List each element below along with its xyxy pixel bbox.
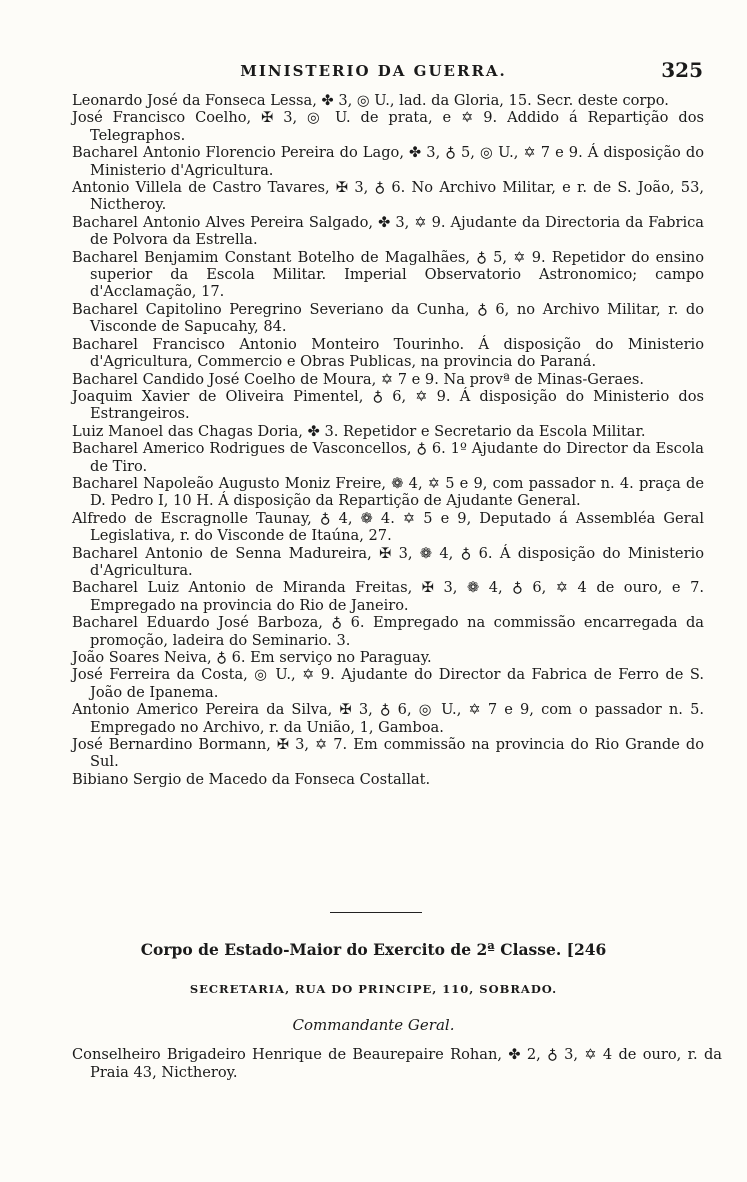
- section-subtitle: SECRETARIA, RUA DO PRINCIPE, 110, SOBRADO.: [189, 982, 558, 996]
- section-subheading: Commandante Geral.: [292, 1016, 455, 1034]
- list-item: José Francisco Coelho, ✠ 3, ◎ U. de prata, e ✡ 9. Addido á Repartição dos Telegraphos.: [72, 109, 704, 144]
- list-item: Bacharel Napoleão Augusto Moniz Freire, ❁ 4, ✡ 5 e 9, com passador n. 4. praça de D. Pedro I, 10 H. Á disposição da Repartição de Ajudante General.: [72, 474, 704, 510]
- list-item: Bacharel Capitolino Peregrino Severiano da Cunha, ♁ 6, no Archivo Militar, r. do Visconde de Sapucahy, 84.: [72, 300, 704, 336]
- list-item: Bacharel Antonio de Senna Madureira, ✠ 3, ❁ 4, ♁ 6. Á disposição do Ministerio d'Agricultura.: [72, 544, 704, 579]
- entry-list: [72, 92, 704, 788]
- list-item: Bacharel Francisco Antonio Monteiro Tourinho. Á disposição do Ministerio d'Agricultura, Commercio e Obras Publicas, na provincia do Paraná.: [72, 335, 704, 371]
- list-item: Bibiano Sergio de Macedo da Fonseca Costallat.: [72, 770, 431, 788]
- list-item: Alfredo de Escragnolle Taunay, ♁ 4, ❁ 4. ✡ 5 e 9, Deputado á Assembléa Geral Legislativa, r. do Visconde de Itaúna, 27.: [72, 509, 704, 545]
- running-title: MINISTERIO DA GUERRA.: [240, 62, 507, 80]
- section-title: Corpo de Estado-Maior do Exercito de 2ª Classe. [246: [140, 940, 607, 959]
- list-item: João Soares Neiva, ♁ 6. Em serviço no Paraguay.: [72, 649, 432, 666]
- list-item: Antonio Americo Pereira da Silva, ✠ 3, ♁ 6, ◎ U., ✡ 7 e 9, com o passador n. 5. Empregado no Archivo, r. da União, 1, Gamboa.: [72, 701, 704, 736]
- list-item: Luiz Manoel das Chagas Doria, ✤ 3. Repetidor e Secretario da Escola Militar.: [72, 422, 646, 440]
- list-item: José Bernardino Bormann, ✠ 3, ✡ 7. Em commissão na provincia do Rio Grande do Sul.: [72, 736, 704, 771]
- section-divider: [330, 912, 422, 913]
- list-item: Leonardo José da Fonseca Lessa, ✤ 3, ◎ U., lad. da Gloria, 15. Secr. deste corpo.: [72, 92, 669, 109]
- page-number: 325: [661, 58, 703, 82]
- list-item: Joaquim Xavier de Oliveira Pimentel, ♁ 6, ✡ 9. Á disposição do Ministerio dos Estrangeiros.: [72, 387, 704, 423]
- list-item: Bacharel Candido José Coelho de Moura, ✡ 7 e 9. Na provª de Minas-Geraes.: [72, 370, 644, 388]
- list-item: Bacharel Eduardo José Barboza, ♁ 6. Empregado na commissão encarregada da promoção, ladeira do Seminario. 3.: [72, 614, 704, 649]
- list-item: Bacharel Luiz Antonio de Miranda Freitas, ✠ 3, ❁ 4, ♁ 6, ✡ 4 de ouro, e 7. Empregado na provincia do Rio de Janeiro.: [72, 579, 704, 614]
- section-entry: Conselheiro Brigadeiro Henrique de Beaurepaire Rohan, ✤ 2, ♁ 3, ✡ 4 de ouro, r. da Praia 43, Nictheroy.: [72, 1046, 722, 1081]
- list-item: Bacharel Benjamim Constant Botelho de Magalhães, ♁ 5, ✡ 9. Repetidor do ensino superior da Escola Militar. Imperial Observatorio Astronomico; campo d'Acclamação, 17.: [72, 248, 704, 301]
- list-item: Bacharel Antonio Florencio Pereira do Lago, ✤ 3, ♁ 5, ◎ U., ✡ 7 e 9. Á disposição do Ministerio d'Agricultura.: [72, 144, 704, 179]
- list-item: Bacharel Americo Rodrigues de Vasconcellos, ♁ 6. 1º Ajudante do Director da Escola de Tiro.: [72, 440, 704, 475]
- list-item: Bacharel Antonio Alves Pereira Salgado, ✤ 3, ✡ 9. Ajudante da Directoria da Fabrica de Polvora da Estrella.: [72, 213, 704, 249]
- list-item: José Ferreira da Costa, ◎ U., ✡ 9. Ajudante do Director da Fabrica de Ferro de S. João de Ipanema.: [72, 666, 704, 701]
- list-item: Antonio Villela de Castro Tavares, ✠ 3, ♁ 6. No Archivo Militar, e r. de S. João, 53, Nictheroy.: [72, 179, 704, 214]
- page-header: [0, 58, 747, 86]
